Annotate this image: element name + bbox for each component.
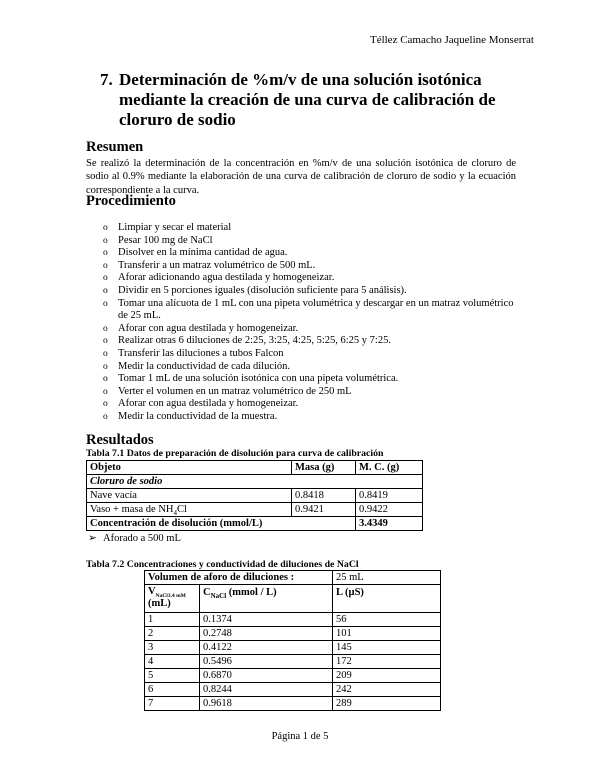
- table2-cell-concentration: 0.2748: [200, 627, 333, 641]
- table1-cell-mc: 0.8419: [356, 489, 423, 503]
- table2-cell-volume: 7: [145, 697, 200, 711]
- circle-bullet-icon: o: [103, 399, 108, 410]
- table1-total-row: [87, 517, 423, 531]
- table2-header-volume: [145, 585, 200, 613]
- procedure-list: [103, 222, 523, 424]
- table1-header-masa: Masa (g): [292, 461, 356, 475]
- list-item: [103, 361, 523, 374]
- list-item-text: Verter el volumen en un matraz volumétrico de 250 mL: [118, 385, 352, 397]
- resumen-heading: Resumen: [86, 139, 144, 155]
- table1-total-label: Concentración de disolución (mmol/L): [87, 517, 356, 531]
- circle-bullet-icon: o: [103, 298, 108, 309]
- table1-note: [88, 532, 181, 544]
- col2-main: C: [203, 587, 211, 598]
- col2-unit: (mmol / L): [226, 587, 277, 598]
- table1: [86, 460, 423, 531]
- list-item: [103, 260, 523, 273]
- table1-note-text: Aforado a 500 mL: [103, 533, 181, 544]
- list-item: [103, 285, 523, 298]
- table2-cell-volume: 1: [145, 613, 200, 627]
- circle-bullet-icon: o: [103, 336, 108, 347]
- list-item: [103, 411, 523, 424]
- page-footer: Página 1 de 5: [271, 731, 329, 742]
- list-item: [103, 386, 523, 399]
- table2-cell-concentration: 0.9618: [200, 697, 333, 711]
- table2-cell-concentration: 0.1374: [200, 613, 333, 627]
- arrow-bullet-icon: ➢: [88, 533, 97, 544]
- table1-total-value: 3.4349: [356, 517, 423, 531]
- list-item: [103, 335, 523, 348]
- list-item-text: Realizar otras 6 diluciones de 2:25, 3:25, 4:25, 5:25, 6:25 y 7:25.: [118, 335, 391, 347]
- table2-cell-concentration: 0.5496: [200, 655, 333, 669]
- col1-main: V: [148, 586, 156, 597]
- circle-bullet-icon: o: [103, 348, 108, 359]
- list-item-text: Disolver en la mínima cantidad de agua.: [118, 247, 288, 259]
- table2-header-conductivity: L (µS): [333, 585, 441, 613]
- table2-body: [145, 613, 441, 711]
- table1-header-row: [87, 461, 423, 475]
- list-item: [103, 323, 523, 336]
- list-item-text: Limpiar y secar el material: [118, 222, 232, 233]
- list-item-text: Transferir las diluciones a tubos Falcon: [118, 347, 284, 359]
- list-item-text: Transferir a un matraz volumétrico de 500 mL.: [118, 259, 316, 271]
- table1-header-mc: M. C. (g): [356, 461, 423, 475]
- list-item: [103, 398, 523, 411]
- table2-cell-conductivity: 56: [333, 613, 441, 627]
- circle-bullet-icon: o: [103, 386, 108, 397]
- label-suffix: Cl: [177, 504, 187, 515]
- table-row: [145, 641, 441, 655]
- table2-aforo-label: Volumen de aforo de diluciones :: [145, 571, 333, 585]
- table2-cell-conductivity: 242: [333, 683, 441, 697]
- table1-section-label: Cloruro de sodio: [87, 475, 423, 489]
- list-item-text: Dividir en 5 porciones iguales (disolución suficiente para 5 análisis).: [118, 284, 407, 296]
- table2-aforo-value: 25 mL: [333, 571, 441, 585]
- circle-bullet-icon: o: [103, 235, 108, 246]
- list-item: [103, 247, 523, 260]
- resumen-paragraph: Se realizó la determinación de la concentración en %m/v de una solución isotónica de cloruro de sodio al 0.9% mediante la elaboración de una curva de calibración de cloruro de sodio y la ecuación correspondiente a la curva.: [86, 158, 516, 196]
- table1-section-row: [87, 475, 423, 489]
- resultados-heading: Resultados: [86, 432, 154, 448]
- procedimiento-heading: Procedimiento: [86, 193, 176, 209]
- table2-cell-conductivity: 289: [333, 697, 441, 711]
- list-item: [103, 272, 523, 285]
- table1-caption: Tabla 7.1 Datos de preparación de disolución para curva de calibración: [86, 448, 384, 459]
- circle-bullet-icon: o: [103, 285, 108, 296]
- table1-header-objeto: Objeto: [87, 461, 292, 475]
- table2-cell-conductivity: 172: [333, 655, 441, 669]
- table2-cell-concentration: 0.8244: [200, 683, 333, 697]
- circle-bullet-icon: o: [103, 273, 108, 284]
- table2-cell-volume: 4: [145, 655, 200, 669]
- list-item-text: Tomar 1 mL de una solución isotónica con una pipeta volumétrica.: [118, 373, 399, 385]
- table2-cell-volume: 5: [145, 669, 200, 683]
- table2-cell-volume: 3: [145, 641, 200, 655]
- section-title-text: Determinación de %m/v de una solución isotónica mediante la creación de una curva de calibración de cloruro de sodio: [119, 70, 496, 129]
- list-item: [103, 298, 523, 323]
- table-row: [145, 669, 441, 683]
- table2-cell-concentration: 0.6870: [200, 669, 333, 683]
- table-row: [87, 503, 423, 517]
- table-row: [145, 683, 441, 697]
- circle-bullet-icon: o: [103, 248, 108, 259]
- col1-sub: NaCl3.4 mM: [155, 593, 186, 600]
- list-item: [103, 235, 523, 248]
- table2-cell-conductivity: 145: [333, 641, 441, 655]
- table-row: [145, 697, 441, 711]
- table1-cell-label: Nave vacía: [87, 489, 292, 503]
- list-item-text: Pesar 100 mg de NaCl: [118, 234, 213, 246]
- table2-cell-volume: 2: [145, 627, 200, 641]
- table-row: [145, 613, 441, 627]
- circle-bullet-icon: o: [103, 323, 108, 334]
- list-item: [103, 348, 523, 361]
- list-item-text: Aforar con agua destilada y homogeneizar.: [118, 398, 299, 410]
- table1-cell-mc: 0.9422: [356, 503, 423, 517]
- circle-bullet-icon: o: [103, 411, 108, 422]
- col1-unit: (mL): [148, 598, 171, 609]
- table-row: [87, 489, 423, 503]
- list-item-text: Aforar adicionando agua destilada y homogeneizar.: [118, 272, 335, 284]
- list-item-text: Medir la conductividad de la muestra.: [118, 410, 278, 422]
- table2-cell-concentration: 0.4122: [200, 641, 333, 655]
- col2-sub: NaCl: [210, 592, 227, 601]
- table-row: [145, 627, 441, 641]
- list-item: [103, 373, 523, 386]
- table2-header-concentration: [200, 585, 333, 613]
- table2-caption: Tabla 7.2 Concentraciones y conductividad de diluciones de NaCl: [86, 559, 359, 570]
- label-subscript: 4: [173, 509, 177, 518]
- list-item-text: Aforar con agua destilada y homogeneizar.: [118, 322, 299, 334]
- header-author: Téllez Camacho Jaqueline Monserrat: [369, 34, 534, 46]
- circle-bullet-icon: o: [103, 361, 108, 372]
- list-item-text: Medir la conductividad de cada dilución.: [118, 360, 291, 372]
- table1-cell-masa: 0.8418: [292, 489, 356, 503]
- table-row: [145, 655, 441, 669]
- list-item: [103, 222, 523, 235]
- table1-cell-label: [87, 503, 292, 517]
- table2-cell-conductivity: 101: [333, 627, 441, 641]
- table1-cell-masa: 0.9421: [292, 503, 356, 517]
- circle-bullet-icon: o: [103, 374, 108, 385]
- label-prefix: Vaso + masa de NH: [90, 504, 174, 515]
- section-number: 7.: [100, 70, 113, 89]
- table2: [144, 570, 441, 711]
- list-item-text: Tomar una alícuota de 1 mL con una pipeta volumétrica y descargar en un matraz volumétrico de 25 mL.: [118, 297, 514, 322]
- table2-aforo-row: [145, 571, 441, 585]
- circle-bullet-icon: o: [103, 223, 108, 233]
- circle-bullet-icon: o: [103, 260, 108, 271]
- table2-cell-volume: 6: [145, 683, 200, 697]
- table2-header-row: [145, 585, 441, 613]
- table2-cell-conductivity: 209: [333, 669, 441, 683]
